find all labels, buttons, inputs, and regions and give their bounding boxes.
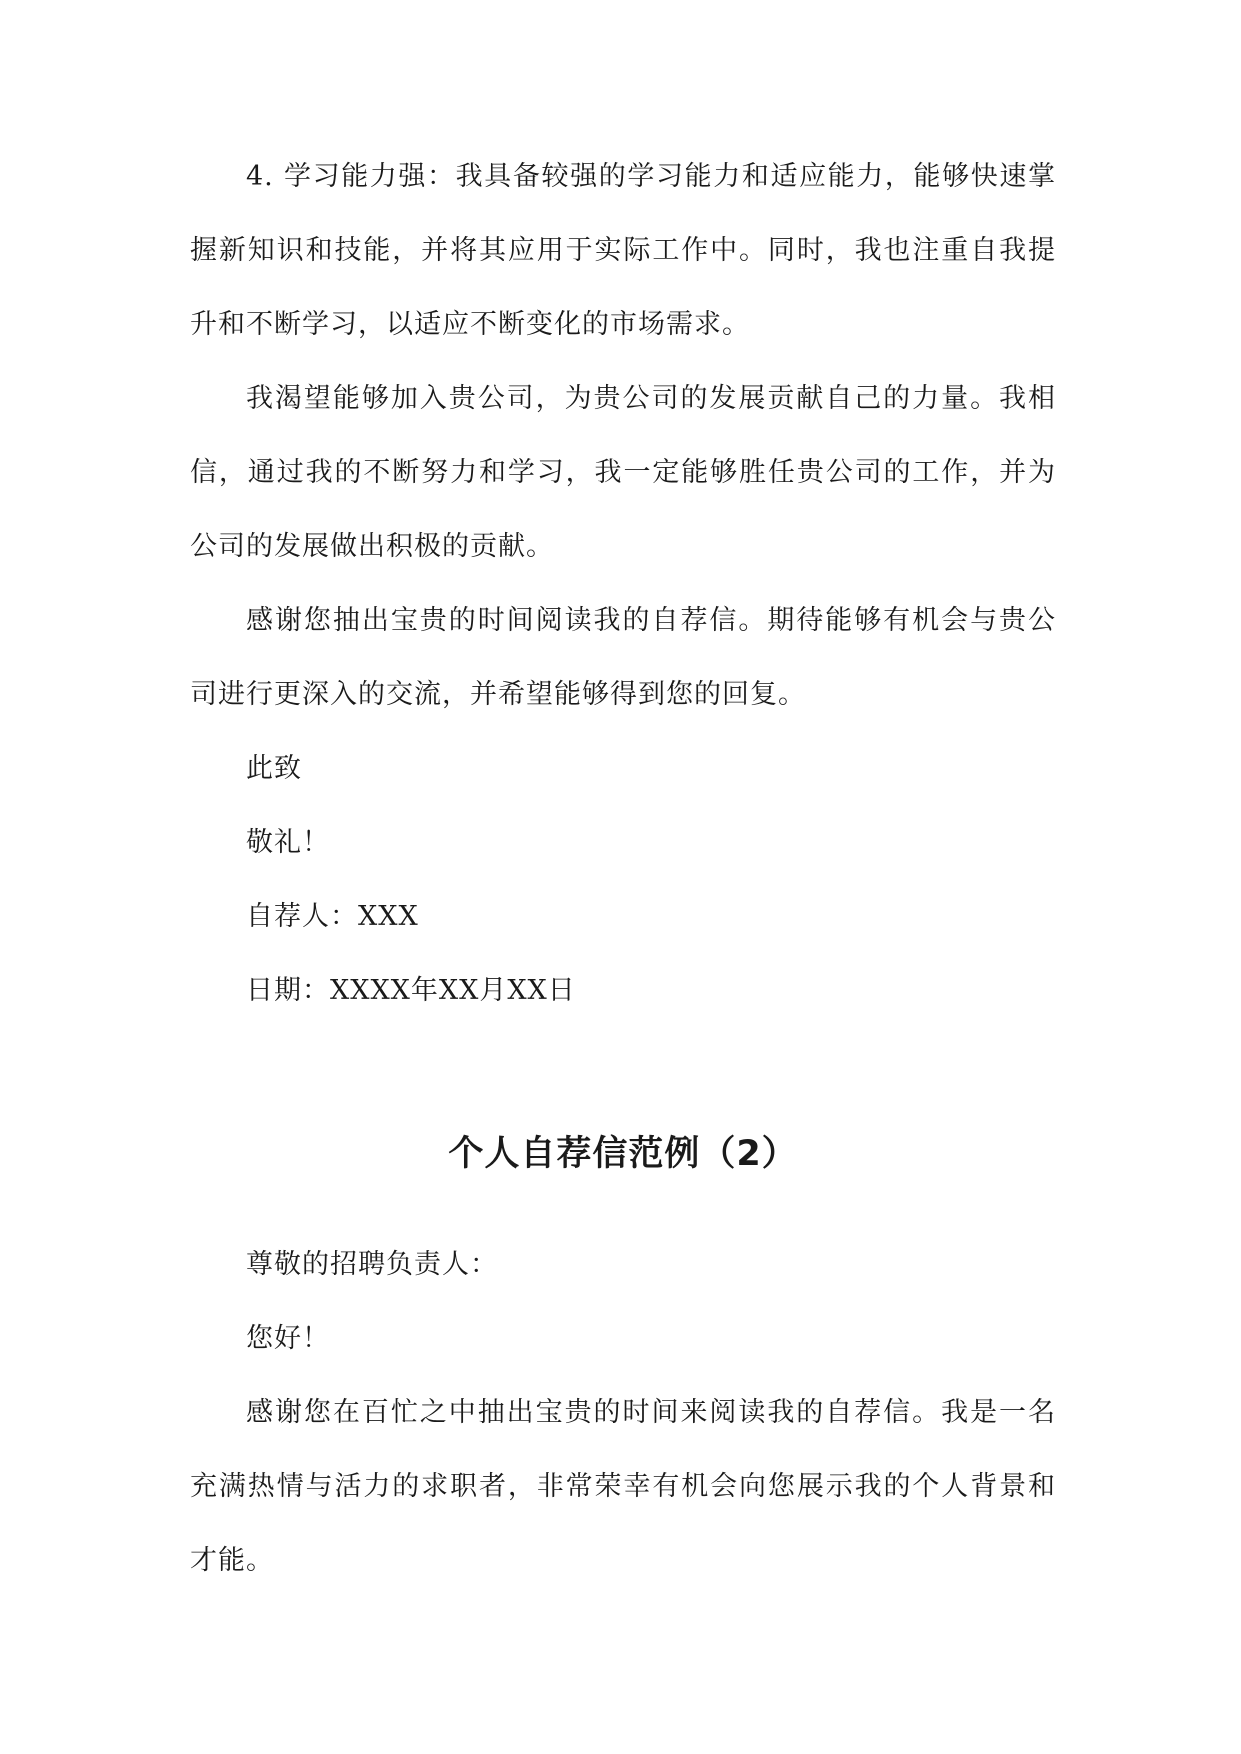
paragraph-desire-to-join: 我渴望能够加入贵公司，为贵公司的发展贡献自己的力量。我相信，通过我的不断努力和学习，我一定能够胜任贵公司的工作，并为公司的发展做出积极的贡献。: [190, 383, 1056, 562]
greeting-line: 您好！: [246, 1323, 330, 1354]
signer-line: 自荐人：XXX: [246, 901, 419, 932]
section-title: 个人自荐信范例（2）: [448, 1134, 798, 1174]
document-page: [190, 140, 1056, 1598]
closing-line-2: 敬礼！: [246, 827, 330, 858]
salutation-line: 尊敬的招聘负责人：: [246, 1249, 498, 1280]
date-line: 日期：XXXX年XX月XX日: [246, 975, 576, 1006]
closing-line-1: 此致: [246, 753, 302, 784]
paragraph-intro: 感谢您在百忙之中抽出宝贵的时间来阅读我的自荐信。我是一名充满热情与活力的求职者，非常荣幸有机会向您展示我的个人背景和才能。: [190, 1397, 1056, 1576]
paragraph-learning-ability: 4. 学习能力强：我具备较强的学习能力和适应能力，能够快速掌握新知识和技能，并将其应用于实际工作中。同时，我也注重自我提升和不断学习，以适应不断变化的市场需求。: [190, 161, 1056, 340]
paragraph-thanks: 感谢您抽出宝贵的时间阅读我的自荐信。期待能够有机会与贵公司进行更深入的交流，并希望能够得到您的回复。: [190, 605, 1056, 710]
section-spacer: [190, 1028, 1056, 1080]
